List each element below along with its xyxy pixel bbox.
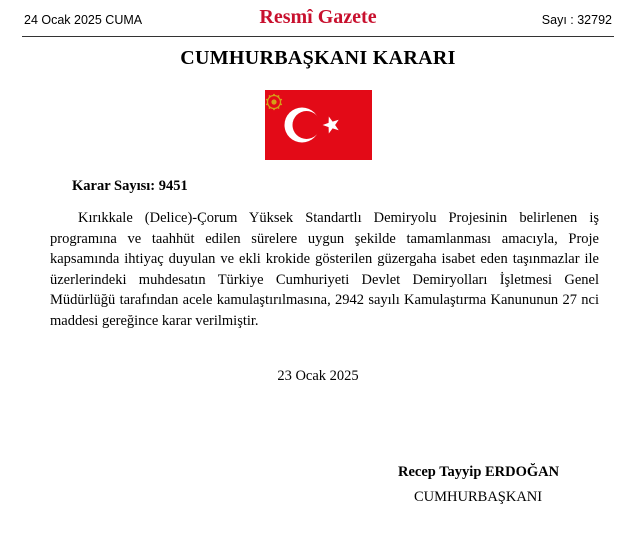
decision-date: 23 Ocak 2025 (277, 368, 359, 384)
decision-number: Karar Sayısı: 9451 (72, 178, 188, 194)
decision-body: Kırıkkale (Delice)-Çorum Yüksek Standartlı Demiryolu Projesinin belirlenen iş programına ve taahhüt edilen sürelere uygun şekilde tamamlanması amacıyla, Proje kapsamında ihtiyaç duyulan ve ekli krokide gösterilen güzergaha isabet eden taşınmazlar ile üzerlerindeki muhdesatın Türkiye Cumhuriyeti Devlet Demiryolları İşletmesi Genel Müdürlüğü tarafından acele kamulaştırılmasına, 2942 sayılı Kamulaştırma Kanununun 27 nci maddesi gereğince karar verilmiştir. (50, 210, 599, 329)
header-date: 24 Ocak 2025 CUMA (24, 13, 143, 27)
gazette-title: Resmî Gazete (259, 6, 377, 28)
header-divider (22, 36, 614, 37)
signer-name: Recep Tayyip ERDOĞAN (398, 464, 560, 480)
turkish-flag-icon (265, 90, 372, 160)
issue-number: Sayı : 32792 (541, 13, 612, 27)
signer-title: CUMHURBAŞKANI (414, 489, 543, 505)
document-title: CUMHURBAŞKANI KARARI (180, 47, 456, 69)
